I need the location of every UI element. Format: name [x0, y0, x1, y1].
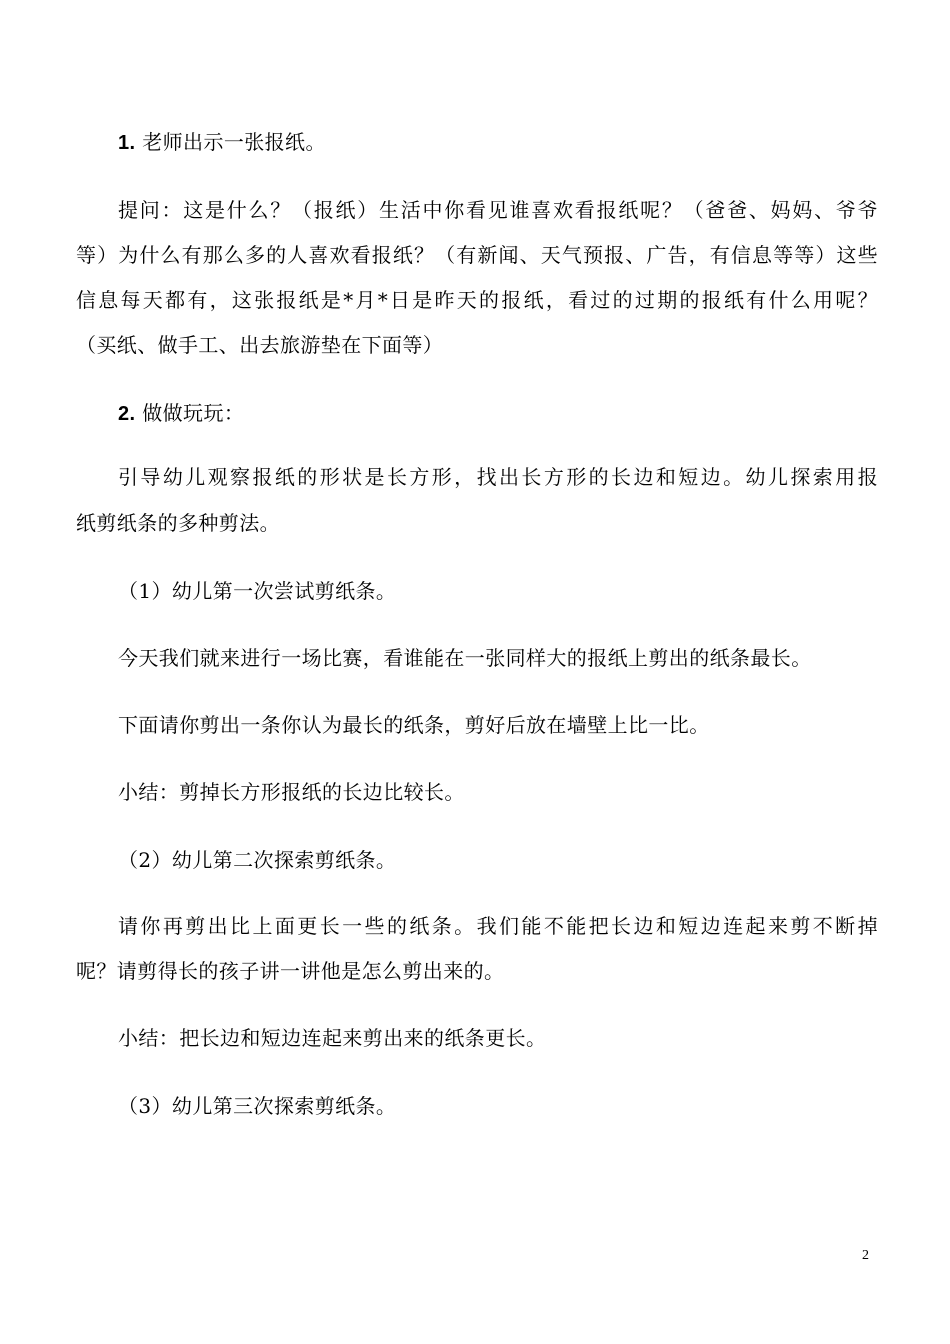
paragraph-1-line-4: （买纸、做手工、出去旅游垫在下面等）: [76, 333, 444, 357]
section-1-heading: [118, 130, 878, 155]
paragraph-5-line-2: 呢？请剪得长的孩子讲一讲他是怎么剪出来的。: [76, 959, 505, 983]
paragraph-3: 今天我们就来进行一场比赛，看谁能在一张同样大的报纸上剪出的纸条最长。: [118, 646, 812, 670]
paragraph-1-line-1: 提问：这是什么？（报纸）生活中你看见谁喜欢看报纸呢？（爸爸、妈妈、爷爷: [118, 198, 878, 222]
subsection-2-heading: （2）幼儿第二次探索剪纸条。: [118, 848, 397, 872]
paragraph-5-line-1: 请你再剪出比上面更长一些的纸条。我们能不能把长边和短边连起来剪不断掉: [118, 914, 878, 938]
paragraph-1-line-2: 等）为什么有那么多的人喜欢看报纸？（有新闻、天气预报、广告，有信息等等）这些: [76, 243, 878, 267]
paragraph-2-line-2: 纸剪纸条的多种剪法。: [76, 511, 280, 535]
section-2-number: 2.: [118, 403, 136, 425]
section-1-title: 老师出示一张报纸。: [135, 130, 326, 154]
subsection-3-heading: （3）幼儿第三次探索剪纸条。: [118, 1094, 397, 1118]
summary-1: 小结：剪掉长方形报纸的长边比较长。: [118, 780, 465, 804]
subsection-1-heading: （1）幼儿第一次尝试剪纸条。: [118, 579, 397, 603]
section-1-number: 1.: [118, 132, 136, 154]
paragraph-4: 下面请你剪出一条你认为最长的纸条，剪好后放在墙壁上比一比。: [118, 713, 710, 737]
paragraph-1-line-3: 信息每天都有，这张报纸是*月*日是昨天的报纸，看过的过期的报纸有什么用呢？: [76, 288, 878, 312]
page-number: 2: [862, 1248, 869, 1263]
paragraph-2-line-1: 引导幼儿观察报纸的形状是长方形，找出长方形的长边和短边。幼儿探索用报: [118, 465, 878, 489]
section-2-heading: [118, 401, 878, 426]
summary-2: 小结：把长边和短边连起来剪出来的纸条更长。: [118, 1026, 547, 1050]
section-2-title: 做做玩玩：: [135, 401, 245, 425]
